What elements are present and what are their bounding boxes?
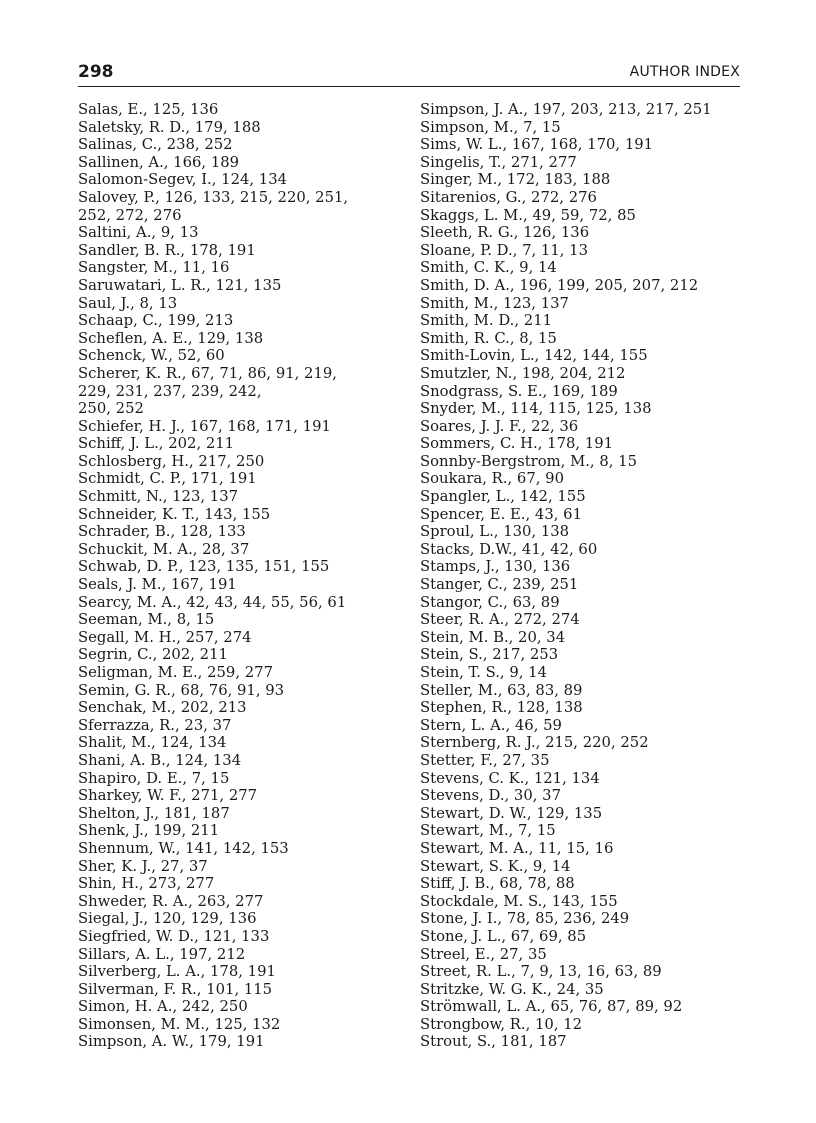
- index-entry-text: Sitarenios, G., 272, 276: [420, 188, 597, 206]
- index-entry-text: Sleeth, R. G., 126, 136: [420, 224, 590, 242]
- index-entry: [420, 629, 742, 647]
- index-entry: [78, 136, 398, 154]
- index-entry-continuation: 252, 272, 276: [78, 206, 182, 224]
- index-entry-text: Silverman, F. R., 101, 115: [78, 980, 273, 998]
- index-entry: [78, 734, 398, 752]
- index-entry-text: Shweder, R. A., 263, 277: [78, 892, 264, 910]
- index-entry: [420, 101, 742, 119]
- index-entry: [420, 435, 742, 453]
- index-entry: [78, 295, 398, 313]
- index-entry-text: Smutzler, N., 198, 204, 212: [420, 364, 626, 382]
- index-entry-text: Singer, M., 172, 183, 188: [420, 171, 611, 189]
- index-entry-text: Scheflen, A. E., 129, 138: [78, 329, 264, 347]
- index-entry: [78, 875, 398, 893]
- page-header: [78, 62, 740, 87]
- index-entry: [78, 928, 398, 946]
- index-entry: [420, 242, 742, 260]
- index-entry: [420, 558, 742, 576]
- index-entry: [78, 242, 398, 260]
- index-entry: [78, 646, 398, 664]
- index-entry: [78, 418, 398, 436]
- index-entry-text: Stone, J. I., 78, 85, 236, 249: [420, 910, 630, 928]
- index-entry: [420, 383, 742, 401]
- index-entry: [78, 171, 398, 189]
- running-head: AUTHOR INDEX: [629, 64, 740, 80]
- index-entry-text: Strongbow, R., 10, 12: [420, 1015, 583, 1033]
- index-entry: [420, 946, 742, 964]
- index-entry-text: Schenck, W., 52, 60: [78, 347, 225, 365]
- index-entry: [420, 734, 742, 752]
- index-entry-text: Stone, J. L., 67, 69, 85: [420, 927, 587, 945]
- index-entry: [78, 101, 398, 119]
- index-entry-text: Soukara, R., 67, 90: [420, 470, 564, 488]
- index-entry-text: Shin, H., 273, 277: [78, 875, 215, 893]
- index-entry: [420, 770, 742, 788]
- index-entry-text: Stein, M. B., 20, 34: [420, 628, 566, 646]
- index-entry: [78, 470, 398, 488]
- index-entry-text: Stein, T. S., 9, 14: [420, 664, 547, 681]
- index-entry: [78, 858, 398, 876]
- index-entry: [78, 1016, 398, 1034]
- index-entry: [78, 506, 398, 524]
- index-entry-text: Stewart, D. W., 129, 135: [420, 804, 603, 822]
- index-entry: [420, 998, 742, 1016]
- index-entry-text: Sommers, C. H., 178, 191: [420, 435, 614, 453]
- index-entry-text: Shenk, J., 199, 211: [78, 822, 220, 840]
- index-entry: [78, 189, 398, 224]
- index-entry-text: Stern, L. A., 46, 59: [420, 716, 562, 734]
- index-entry-text: Sillars, A. L., 197, 212: [78, 945, 246, 963]
- index-entry: [420, 312, 742, 330]
- index-entry-text: Scherer, K. R., 67, 71, 86, 91, 219,: [78, 364, 337, 382]
- index-entry: [420, 400, 742, 418]
- index-entry-text: Saruwatari, L. R., 121, 135: [78, 276, 282, 294]
- index-entry: [78, 594, 398, 612]
- index-entry: [420, 858, 742, 876]
- index-entry: [78, 154, 398, 172]
- index-entry-text: Shalit, M., 124, 134: [78, 734, 227, 752]
- index-entry-text: Schmidt, C. P., 171, 191: [78, 470, 257, 488]
- index-entry-text: Schaap, C., 199, 213: [78, 312, 234, 330]
- index-entry: [420, 875, 742, 893]
- index-entry-text: Spangler, L., 142, 155: [420, 488, 586, 506]
- index-entry-text: Simpson, A. W., 179, 191: [78, 1033, 265, 1051]
- index-entry: [78, 365, 398, 418]
- index-entry: [420, 295, 742, 313]
- index-entry-text: Senchak, M., 202, 213: [78, 699, 247, 717]
- index-entry-text: Skaggs, L. M., 49, 59, 72, 85: [420, 206, 636, 224]
- index-entry: [78, 981, 398, 999]
- index-entry: [78, 330, 398, 348]
- index-entry-text: Streel, E., 27, 35: [420, 945, 547, 963]
- index-entry: [420, 1033, 742, 1051]
- index-entry-text: Stritzke, W. G. K., 24, 35: [420, 980, 604, 998]
- index-entry-text: Schiefer, H. J., 167, 168, 171, 191: [78, 417, 331, 435]
- index-entry: [78, 946, 398, 964]
- index-entry: [78, 523, 398, 541]
- index-entry-text: Sharkey, W. F., 271, 277: [78, 787, 258, 805]
- index-entry-text: Sher, K. J., 27, 37: [78, 857, 208, 875]
- index-entry: [420, 330, 742, 348]
- index-entry: [420, 207, 742, 225]
- index-entry: [78, 770, 398, 788]
- index-column-left: [78, 101, 398, 1051]
- index-entry-text: Saletsky, R. D., 179, 188: [78, 118, 261, 136]
- index-entry-text: Stiff, J. B., 68, 78, 88: [420, 875, 575, 893]
- index-entry: [420, 365, 742, 383]
- index-entry: [420, 752, 742, 770]
- index-entry: [420, 277, 742, 295]
- index-entry: [78, 699, 398, 717]
- index-entry: [420, 541, 742, 559]
- index-entry: [420, 470, 742, 488]
- index-entry: [78, 488, 398, 506]
- index-entry: [420, 418, 742, 436]
- index-entry-text: Soares, J. J. F., 22, 36: [420, 417, 579, 435]
- index-entry-text: Salinas, C., 238, 252: [78, 136, 233, 154]
- index-entry: [420, 893, 742, 911]
- index-entry-text: Schlosberg, H., 217, 250: [78, 452, 265, 470]
- index-entry-text: Segall, M. H., 257, 274: [78, 628, 252, 646]
- index-entry-text: Stevens, C. K., 121, 134: [420, 769, 600, 787]
- index-entry: [420, 171, 742, 189]
- index-entry: [420, 910, 742, 928]
- index-entry: [78, 541, 398, 559]
- index-entry-text: Simpson, M., 7, 15: [420, 118, 561, 136]
- index-entry: [78, 277, 398, 295]
- index-entry-text: Sangster, M., 11, 16: [78, 259, 230, 277]
- index-entry: [420, 1016, 742, 1034]
- index-entry-text: Smith-Lovin, L., 142, 144, 155: [420, 347, 648, 365]
- index-entry-text: Steller, M., 63, 83, 89: [420, 681, 583, 699]
- index-entry: [420, 787, 742, 805]
- index-entry: [420, 154, 742, 172]
- index-entry: [78, 822, 398, 840]
- index-entry: [420, 646, 742, 664]
- index-entry-text: Segrin, C., 202, 211: [78, 646, 228, 664]
- index-entry-text: Simonsen, M. M., 125, 132: [78, 1015, 281, 1033]
- index-entry-text: Sproul, L., 130, 138: [420, 523, 570, 541]
- index-entry: [420, 682, 742, 700]
- index-entry: [420, 523, 742, 541]
- index-entry: [420, 224, 742, 242]
- index-entry-text: Stewart, M. A., 11, 15, 16: [420, 839, 614, 857]
- index-entry: [78, 119, 398, 137]
- index-entry-text: Stewart, S. K., 9, 14: [420, 857, 571, 875]
- index-entry: [78, 611, 398, 629]
- index-entry-text: Shennum, W., 141, 142, 153: [78, 839, 289, 857]
- index-entry-text: Searcy, M. A., 42, 43, 44, 55, 56, 61: [78, 593, 347, 611]
- index-entry: [78, 259, 398, 277]
- index-entry-text: Singelis, T., 271, 277: [420, 153, 577, 171]
- index-entry: [78, 893, 398, 911]
- index-entry: [420, 576, 742, 594]
- index-entry: [420, 928, 742, 946]
- index-entry: [78, 752, 398, 770]
- index-entry-text: Siegfried, W. D., 121, 133: [78, 927, 270, 945]
- index-entry-text: Stetter, F., 27, 35: [420, 751, 550, 769]
- index-entry: [420, 717, 742, 735]
- index-entry-text: Smith, C. K., 9, 14: [420, 259, 557, 277]
- index-entry-text: Seligman, M. E., 259, 277: [78, 664, 273, 681]
- index-entry-text: Street, R. L., 7, 9, 13, 16, 63, 89: [420, 963, 662, 981]
- index-entry: [420, 453, 742, 471]
- index-entry-text: Sonnby-Bergstrom, M., 8, 15: [420, 452, 637, 470]
- index-entry-text: Semin, G. R., 68, 76, 91, 93: [78, 681, 285, 699]
- index-entry: [420, 840, 742, 858]
- index-entry-text: Schiff, J. L., 202, 211: [78, 435, 235, 453]
- index-entry-text: Shelton, J., 181, 187: [78, 804, 230, 822]
- index-entry-text: Salovey, P., 126, 133, 215, 220, 251,: [78, 188, 349, 206]
- index-entry-text: Stacks, D.W., 41, 42, 60: [420, 540, 598, 558]
- index-entry-text: Stewart, M., 7, 15: [420, 822, 556, 840]
- index-entry: [420, 805, 742, 823]
- index-entry-text: Silverberg, L. A., 178, 191: [78, 963, 276, 981]
- index-entry: [420, 506, 742, 524]
- index-entry: [78, 840, 398, 858]
- index-entry: [78, 576, 398, 594]
- index-entry: [420, 189, 742, 207]
- index-entry-text: Sternberg, R. J., 215, 220, 252: [420, 734, 649, 752]
- index-entry-text: Stephen, R., 128, 138: [420, 699, 583, 717]
- index-entry: [78, 910, 398, 928]
- index-entry-text: Stockdale, M. S., 143, 155: [420, 892, 618, 910]
- index-entry: [420, 136, 742, 154]
- index-entry: [78, 682, 398, 700]
- index-entry-text: Steer, R. A., 272, 274: [420, 611, 580, 629]
- index-entry: [420, 594, 742, 612]
- index-entry-text: Sandler, B. R., 178, 191: [78, 241, 256, 259]
- index-entry-text: Schuckit, M. A., 28, 37: [78, 540, 250, 558]
- index-entry: [78, 629, 398, 647]
- index-entry: [78, 347, 398, 365]
- index-entry-text: Simpson, J. A., 197, 203, 213, 217, 251: [420, 101, 712, 118]
- index-column-right: [420, 101, 742, 1051]
- index-entry-text: Snyder, M., 114, 115, 125, 138: [420, 400, 652, 418]
- index-entry-text: Seeman, M., 8, 15: [78, 611, 215, 629]
- index-entry: [420, 119, 742, 137]
- index-entry-text: Stevens, D., 30, 37: [420, 787, 561, 805]
- index-entry-text: Sims, W. L., 167, 168, 170, 191: [420, 136, 654, 154]
- index-entry-text: Stangor, C., 63, 89: [420, 593, 560, 611]
- index-entry-text: Spencer, E. E., 43, 61: [420, 505, 582, 523]
- index-entry: [78, 453, 398, 471]
- index-entry: [420, 664, 742, 682]
- index-entry-text: Stanger, C., 239, 251: [420, 576, 579, 594]
- index-entry-text: Snodgrass, S. E., 169, 189: [420, 382, 618, 400]
- index-entry: [78, 805, 398, 823]
- index-entry-text: Stamps, J., 130, 136: [420, 558, 571, 576]
- index-entry: [420, 963, 742, 981]
- index-entry: [78, 963, 398, 981]
- index-entry: [420, 699, 742, 717]
- index-entry: [420, 611, 742, 629]
- index-entry-text: Stein, S., 217, 253: [420, 646, 559, 664]
- index-entry: [78, 717, 398, 735]
- index-entry: [78, 224, 398, 242]
- index-entry-text: Schrader, B., 128, 133: [78, 523, 246, 541]
- page-number: 298: [78, 62, 114, 82]
- index-entry-text: Sferrazza, R., 23, 37: [78, 716, 232, 734]
- index-entry-text: Seals, J. M., 167, 191: [78, 576, 237, 594]
- index-entry-text: Schmitt, N., 123, 137: [78, 488, 239, 506]
- index-entry: [78, 558, 398, 576]
- index-entry-text: Sallinen, A., 166, 189: [78, 153, 240, 171]
- index-entry-text: Smith, M. D., 211: [420, 312, 553, 330]
- index-entry: [78, 435, 398, 453]
- index-entry: [78, 787, 398, 805]
- index-entry-text: Salomon-Segev, I., 124, 134: [78, 171, 288, 189]
- index-entry-text: Siegal, J., 120, 129, 136: [78, 910, 257, 928]
- index-entry: [420, 259, 742, 277]
- index-entry: [78, 1033, 398, 1051]
- index-entry: [420, 981, 742, 999]
- index-entry: [420, 347, 742, 365]
- index-entry-text: Salas, E., 125, 136: [78, 101, 219, 118]
- index-entry-text: Strout, S., 181, 187: [420, 1033, 567, 1051]
- index-entry: [78, 312, 398, 330]
- index-entry-text: Simon, H. A., 242, 250: [78, 998, 248, 1016]
- index-entry-text: Shani, A. B., 124, 134: [78, 751, 242, 769]
- index-entry-text: Schwab, D. P., 123, 135, 151, 155: [78, 558, 330, 576]
- index-entry-continuation: 250, 252: [78, 400, 144, 418]
- index-entry-text: Smith, D. A., 196, 199, 205, 207, 212: [420, 276, 699, 294]
- index-entry: [420, 488, 742, 506]
- index-entry: [78, 664, 398, 682]
- index-entry: [420, 822, 742, 840]
- index-entry: [78, 998, 398, 1016]
- index-entry-text: Smith, M., 123, 137: [420, 294, 569, 312]
- index-entry-continuation: 229, 231, 237, 239, 242,: [78, 382, 262, 400]
- index-entry-text: Smith, R. C., 8, 15: [420, 329, 557, 347]
- index-entry-text: Sloane, P. D., 7, 11, 13: [420, 241, 588, 259]
- index-entry-text: Saul, J., 8, 13: [78, 294, 178, 312]
- index-entry-text: Strömwall, L. A., 65, 76, 87, 89, 92: [420, 998, 683, 1016]
- index-entry-text: Saltini, A., 9, 13: [78, 224, 199, 242]
- index-entry-text: Shapiro, D. E., 7, 15: [78, 769, 230, 787]
- index-entry-text: Schneider, K. T., 143, 155: [78, 505, 271, 523]
